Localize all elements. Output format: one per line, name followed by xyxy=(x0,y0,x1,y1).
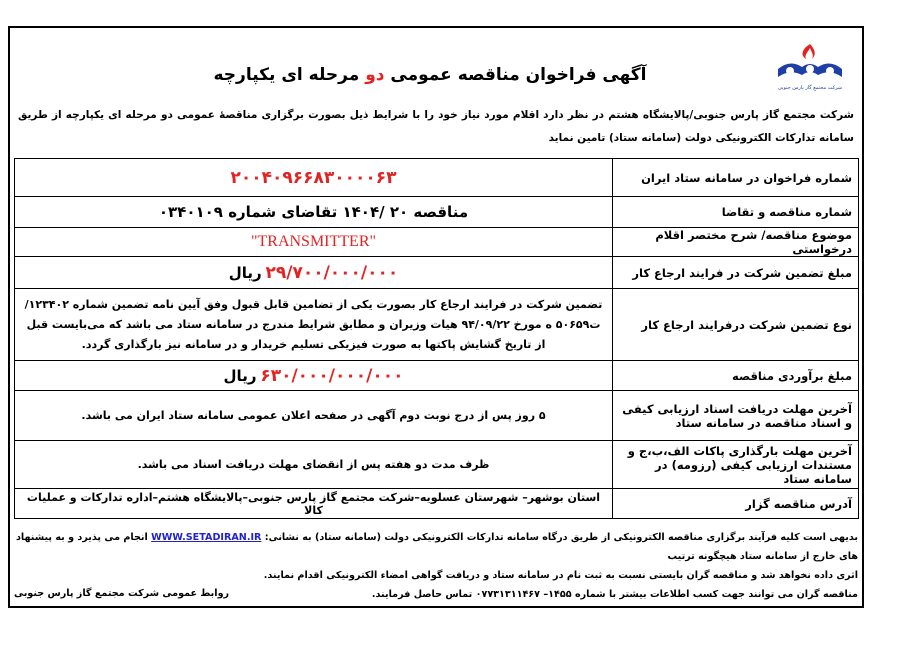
table-row xyxy=(15,441,859,489)
intro-text: شرکت مجتمع گاز پارس جنوبی/پالایشگاه هشتم در نظر دارد اقلام مورد نیاز خود را با شرایط ذیل بصورت برگزاری مناقصهٔ عمومی دو مرحله ای یکپارچه از طریق سامانه تدارکات الکترونیکی دولت (سامانه ستاد) تامین نماید xyxy=(18,109,854,144)
table-row xyxy=(15,361,859,391)
guarantee-type: تضمین شرکت در فرایند ارجاع کار بصورت یکی از تضامین قابل قبول وفق آیین نامه تضمین شماره ۱۲۳۴۰۲/ت۵۰۶۵۹ ه مورخ ۹۴/۰۹/۲۲ هیات وزیران و مطابق شرایط مندرج در سامانه ستاد می باشد که می‌بایست قبل از تاریخ گشایش پاکتها به صورت فیزیکی تسلیم خریدار و در سامانه نیز بارگذاری گردد. xyxy=(15,289,613,361)
tender-subject: "TRANSMITTER" xyxy=(15,228,613,257)
guarantee-amount: ۲۹/۷۰۰/۰۰۰/۰۰۰ ریال xyxy=(15,257,613,289)
table-row xyxy=(15,289,859,361)
row-label: آخرین مهلت دریافت اسناد ارزیابی کیفی و اسناد مناقصه در سامانه ستاد xyxy=(613,391,859,441)
public-relations-signature: روابط عمومی شرکت مجتمع گاز پارس جنوبی xyxy=(14,588,230,599)
row-label: آدرس مناقصه گزار xyxy=(613,489,859,519)
document-deadline: ۵ روز پس از درج نوبت دوم آگهی در صفحه اعلان عمومی سامانه ستاد ایران می باشد. xyxy=(15,391,613,441)
row-label: شماره مناقصه و تقاضا xyxy=(613,197,859,228)
tender-address: استان بوشهر– شهرستان عسلویه–شرکت مجتمع گاز پارس جنوبی–پالایشگاه هشتم–اداره تدارکات و عملیات کالا xyxy=(15,489,613,519)
setadiran-link[interactable]: WWW.SETADIRAN.IR xyxy=(151,532,262,543)
table-row xyxy=(15,228,859,257)
table-row xyxy=(15,391,859,441)
tender-request-number: مناقصه ۲۰ /۱۴۰۴ تقاضای شماره ۰۳۴۰۱۰۹ xyxy=(15,197,613,228)
row-label: شماره فراخوان در سامانه ستاد ایران xyxy=(613,159,859,197)
row-label: آخرین مهلت بارگذاری پاکات الف،ب،ج و مستندات ارزیابی کیفی (رزومه) در سامانه ستاد xyxy=(613,441,859,489)
row-label: مبلغ تضمین شرکت در فرایند ارجاع کار xyxy=(613,257,859,289)
notice-title: آگهی فراخوان مناقصه عمومی دو مرحله ای یکپارچه xyxy=(213,65,647,85)
nigc-flame-logo-icon xyxy=(770,43,850,93)
tender-details-table xyxy=(14,158,859,519)
row-label: مبلغ برآوردی مناقصه xyxy=(613,361,859,391)
table-row xyxy=(15,257,859,289)
table-row xyxy=(15,159,859,197)
estimated-amount: ۶۳۰/۰۰۰/۰۰۰/۰۰۰ ریال xyxy=(15,361,613,391)
row-label: موضوع مناقصه/ شرح مختصر اقلام درخواستی xyxy=(613,228,859,257)
tender-call-number: ۲۰۰۴۰۹۶۶۸۳۰۰۰۰۶۳ xyxy=(15,159,613,197)
table-row xyxy=(15,489,859,519)
svg-text:شرکت مجتمع گاز پارس جنوبی: شرکت مجتمع گاز پارس جنوبی xyxy=(777,85,843,91)
table-row xyxy=(15,197,859,228)
footer-line: اثری داده نخواهد شد و مناقصه گران بایستی نسبت به ثبت نام در سامانه ستاد و دریافت گواهی امضاء الکترونیکی اقدام نمایند. xyxy=(263,570,858,581)
upload-deadline: ظرف مدت دو هفته پس از انقضای مهلت دریافت اسناد می باشد. xyxy=(15,441,613,489)
row-label: نوع تضمین شرکت درفرایند ارجاع کار xyxy=(613,289,859,361)
footer-line: بدیهی است کلیه فرآیند برگزاری مناقصه الکترونیکی از طریق درگاه سامانه تدارکات الکترونیکی دولت (سامانه ستاد) به نشانی: WWW.SETADIRAN.IR انجام می پذیرد و به پیشنهاد های خارج از سامانه ستاد هیچگونه ترتیب xyxy=(15,532,858,562)
footer-line: مناقصه گران می توانند جهت کسب اطلاعات بیشتر با شماره ۱۴۵۵– ۰۷۷۳۱۳۱۱۴۶۷ تماس حاصل فرمایند. xyxy=(371,589,858,600)
